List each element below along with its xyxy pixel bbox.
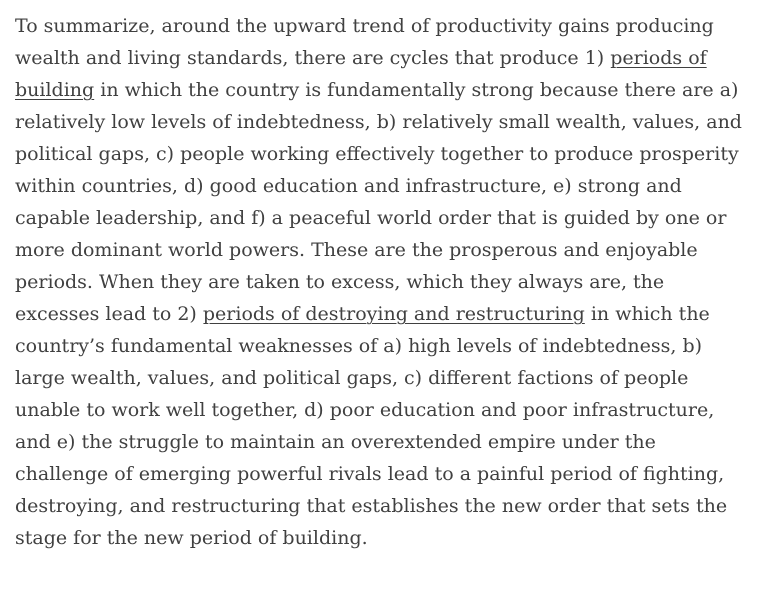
underlined-phrase-periods-of-building: periods of building	[15, 47, 707, 101]
paragraph-text-2: in which the country is fundamentally strong because there are a) relatively low levels of indebtedness, b) relatively small wealth, values, and political gaps, c) people working effectively together to produce prosperity within countries, d) good education and infrastructure, e) strong and capable leadership, and f) a peaceful world order that is guided by one or more dominant world powers. These are the prosperous and enjoyable periods. When they are taken to excess, which they always are, the excesses lead to 2)	[15, 79, 742, 325]
paragraph-text-3: in which the country’s fundamental weaknesses of a) high levels of indebtedness, b) large wealth, values, and political gaps, c) different factions of people unable to work well together, d) poor education and poor infrastructure, and e) the struggle to maintain an overextended empire under the challenge of emerging powerful rivals lead to a painful period of fighting, destroying, and restructuring that establishes the new order that sets the stage for the new period of building.	[15, 303, 728, 549]
paragraph-text-1: To summarize, around the upward trend of productivity gains producing wealth and living standards, there are cycles that produce 1)	[15, 15, 714, 69]
summary-paragraph	[15, 10, 753, 554]
underlined-phrase-periods-of-destroying: periods of destroying and restructuring	[202, 303, 585, 325]
